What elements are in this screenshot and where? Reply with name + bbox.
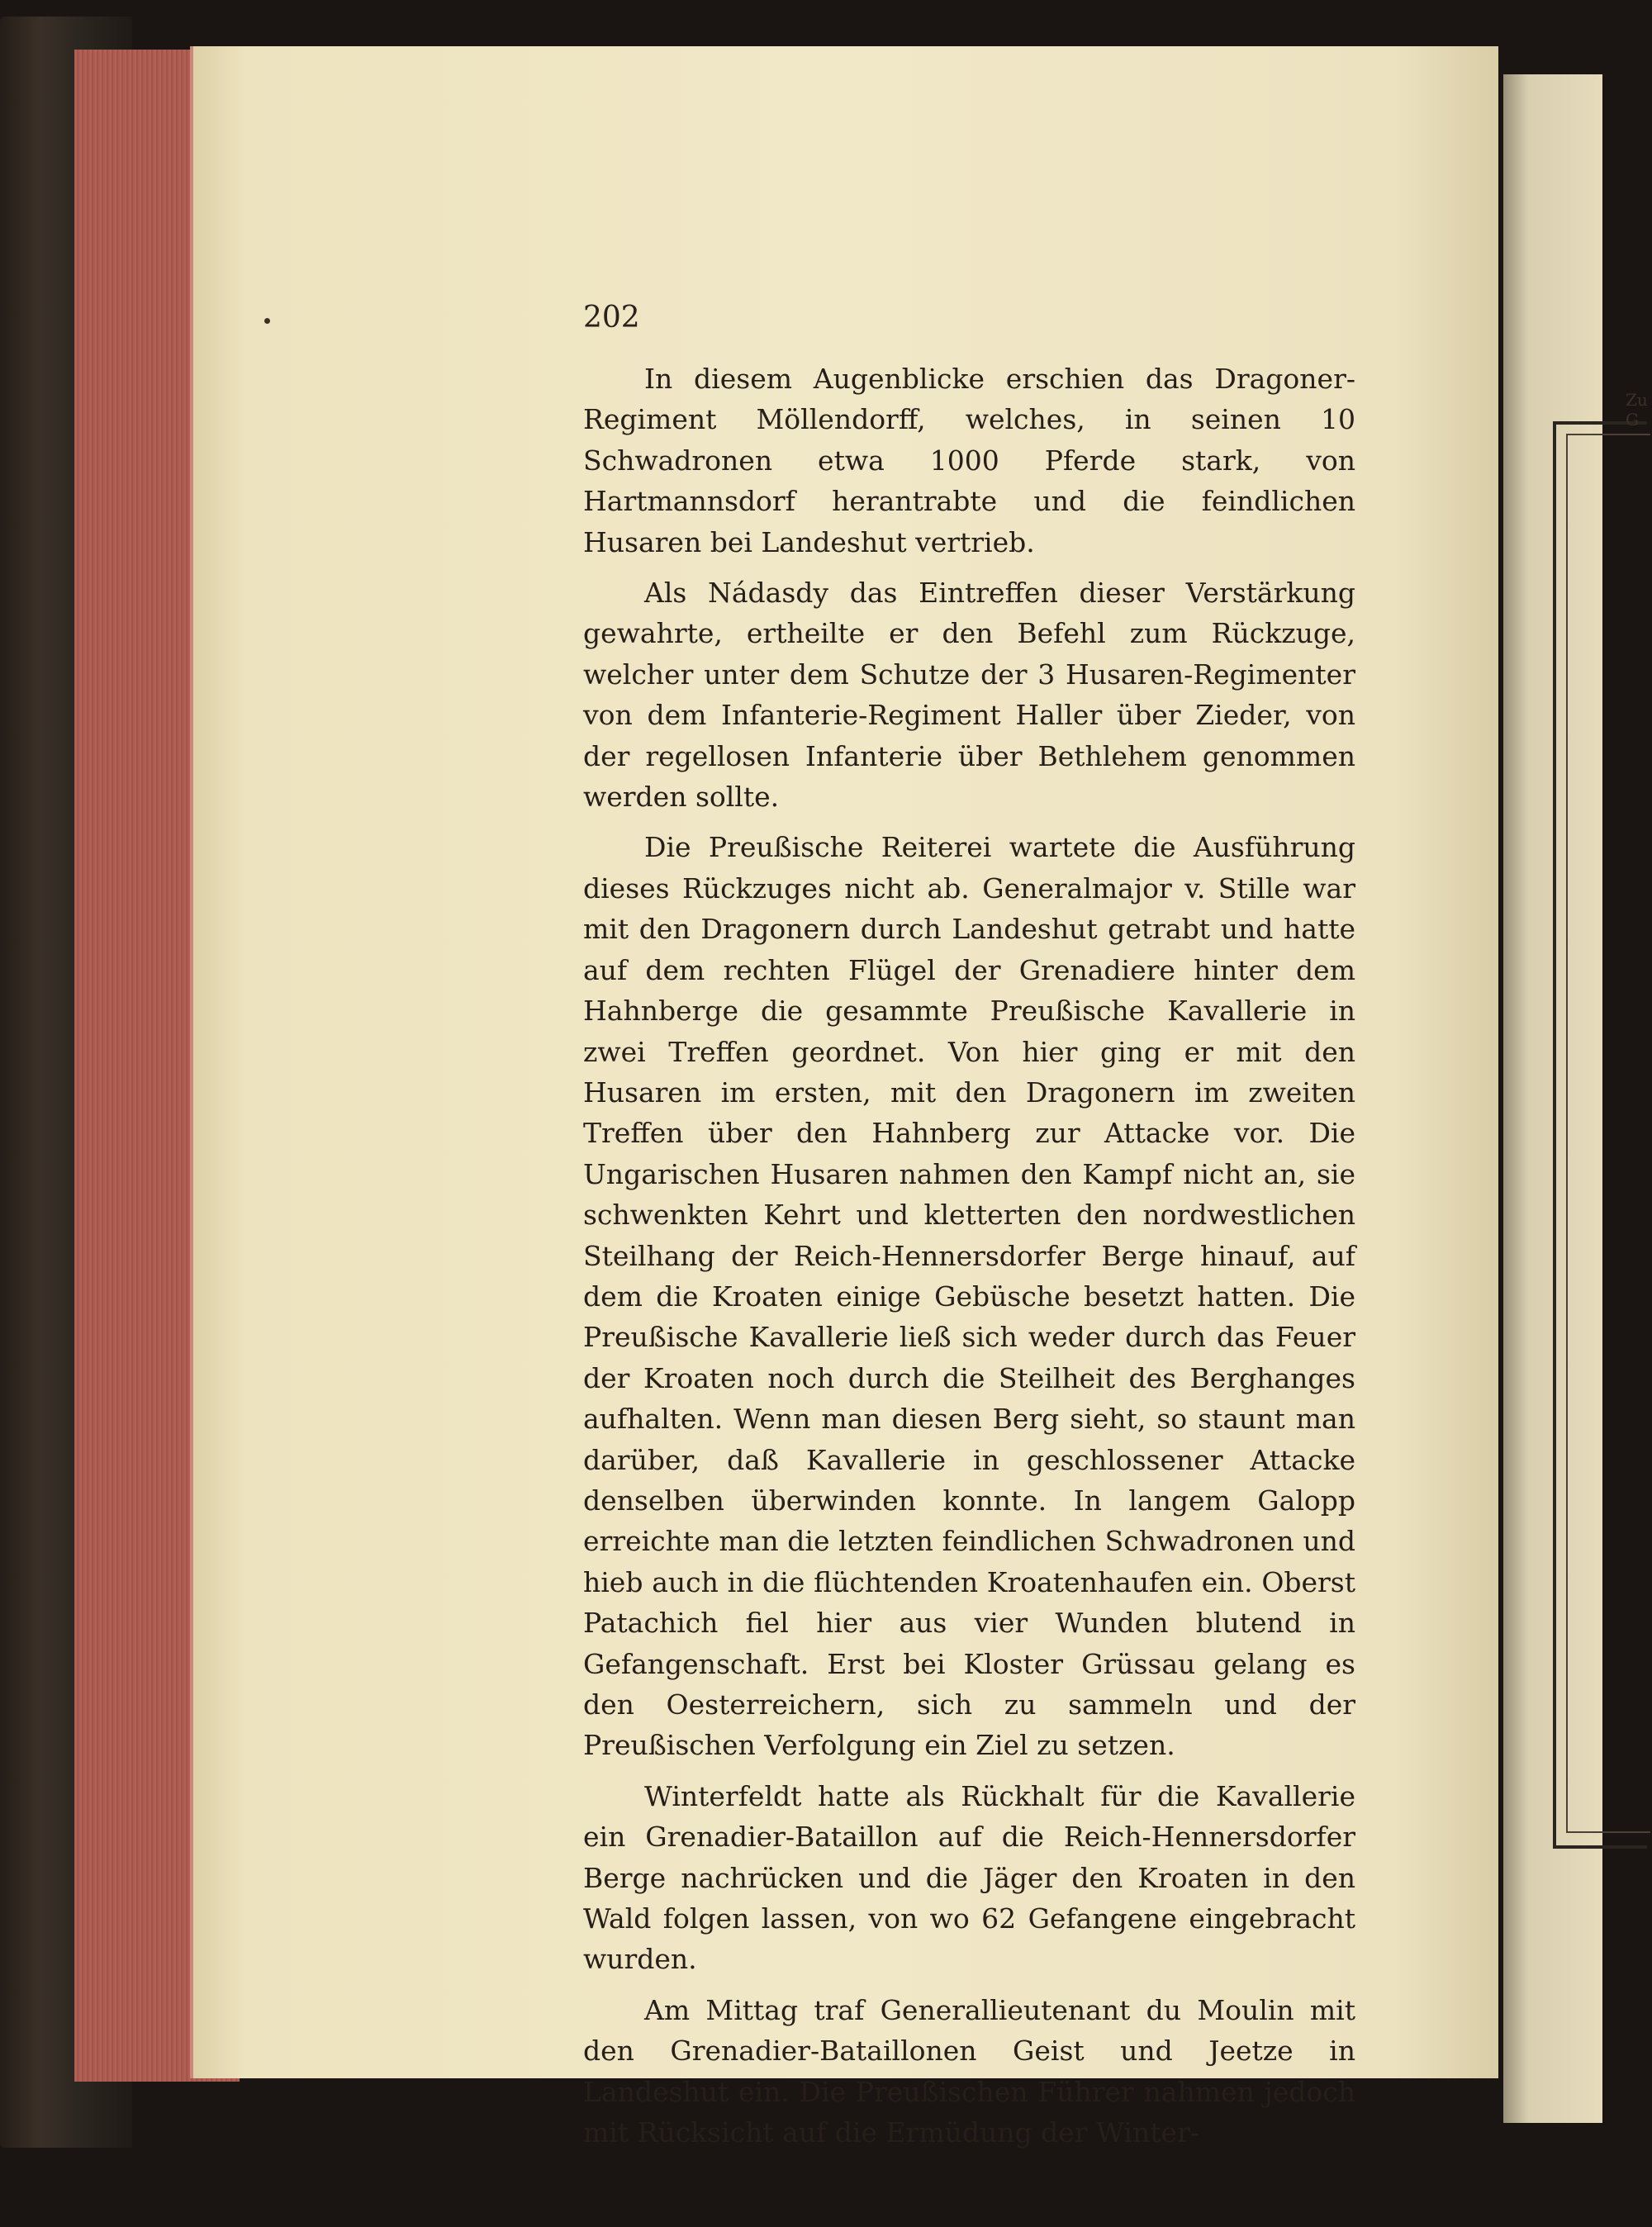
paragraph: Am Mittag traf Generallieutenant du Moulin mit den Grenadier-Bataillonen Geist und Jeetze in Landeshut ein. Die Preußischen Führer nahmen jedoch mit Rücksicht auf die Ermüdung der Winter- <box>583 1993 1355 2149</box>
map-label: Zu G <box>1626 390 1648 430</box>
page-number: 202 <box>583 301 640 335</box>
paragraph: In diesem Augenblicke erschien das Dragoner-Regiment Möllendorff, welches, in seinen 10 Schwadronen etwa 1000 Pferde stark, von Hartmannsdorf herantrabte und die feindlichen Husaren bei Landeshut vertrieb. <box>583 363 1355 558</box>
paragraph: Als Nádasdy das Eintreffen dieser Verstärkung gewahrte, ertheilte er den Befehl zum Rückzuge, welcher unter dem Schutze der 3 Husaren-Regimenter von dem Infanterie-Regiment Haller über Zieder, von der regellosen Infanterie über Bethlehem genommen werden sollte. <box>583 577 1355 814</box>
folded-map-inner-frame <box>1566 434 1650 1833</box>
page-text <box>583 359 1355 2163</box>
margin-mark <box>264 318 270 324</box>
paragraph: Winterfeldt hatte als Rückhalt für die Kavallerie ein Grenadier-Bataillon auf die Reich-Hennersdorfer Berge nachrücken und die Jäger den Kroaten in den Wald folgen lassen, von wo 62 Gefangene eingebracht wurden. <box>583 1779 1355 1976</box>
paragraph: Die Preußische Reiterei wartete die Ausführung dieses Rückzuges nicht ab. Generalmajor v. Stille war mit den Dragonern durch Landeshut getrabt und hatte auf dem rechten Flügel der Grenadiere hinter dem Hahnberge die gesammte Preußische Kavallerie in zwei Treffen geordnet. Von hier ging er mit den Husaren im ersten, mit den Dragonern im zweiten Treffen über den Hahnberg zur Attacke vor. Die Ungarischen Husaren nahmen den Kampf nicht an, sie schwenkten Kehrt und kletterten den nordwestlichen Steilhang der Reich-Hennersdorfer Berge hinauf, auf dem die Kroaten einige Gebüsche besetzt hatten. Die Preußische Kavallerie ließ sich weder durch das Feuer der Kroaten noch durch die Steilheit des Berghanges aufhalten. Wenn man diesen Berg sieht, so staunt man darüber, daß Kavallerie in geschlossener Attacke denselben überwinden konnte. In langem Galopp erreichte man die letzten feindlichen Schwadronen und hieb auch in die flüchtenden Kroatenhaufen ein. Oberst Patachich fiel hier aus vier Wunden blutend in Gefangenschaft. Erst bei Kloster Grüssau gelang es den Oesterreichern, sich zu sammeln und der Preußischen Verfolgung ein Ziel zu setzen. <box>583 831 1355 1762</box>
